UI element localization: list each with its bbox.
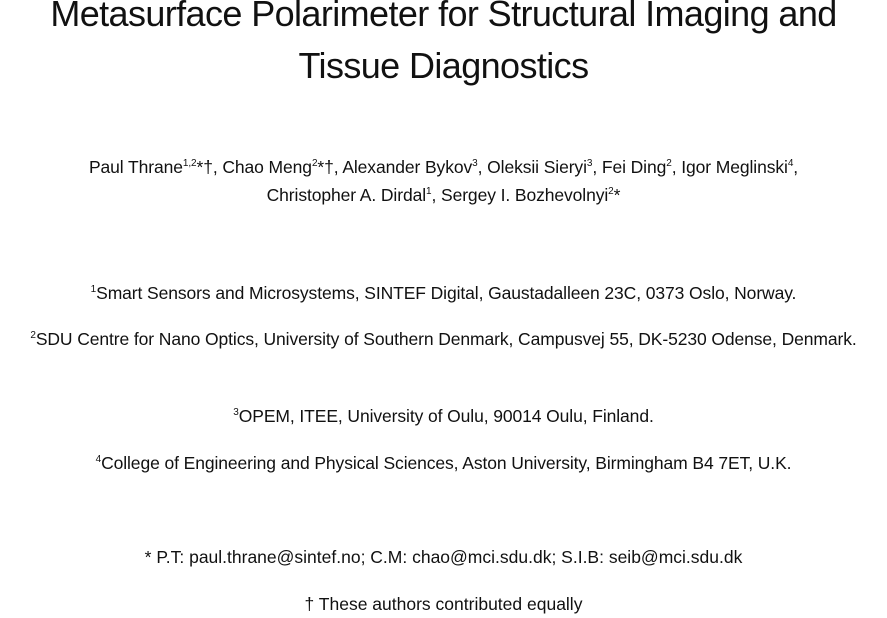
equal-contribution-note: † These authors contributed equally: [304, 594, 583, 614]
author-name: Sergey I. Bozhevolnyi: [441, 185, 609, 205]
affiliation-text: SDU Centre for Nano Optics, University of Southern Denmark, Campusvej 55, DK-5230 Odense, Denmark.: [35, 329, 857, 349]
author-affiliation-index: 1,2: [182, 158, 197, 169]
author-mark: *†: [317, 157, 334, 177]
author-affiliation-index: 1: [426, 186, 432, 197]
author-affiliation-index: 2: [608, 186, 614, 197]
title-line-2: Tissue Diagnostics: [298, 45, 589, 86]
affiliation: [0, 279, 887, 307]
affiliation: [0, 402, 887, 430]
affiliation-index: 2: [30, 330, 36, 341]
author-name: Oleksii Sieryi: [487, 157, 587, 177]
author: Igor Meglinski$^4$,: [681, 157, 799, 177]
author-affiliation-index: 3: [586, 158, 593, 169]
affiliation: [0, 325, 887, 353]
paper-title: [0, 0, 887, 92]
title-line-1: Metasurface Polarimeter for Structural Imaging and: [50, 0, 837, 34]
affiliation: [0, 449, 887, 477]
author-name: Chao Meng: [222, 157, 312, 177]
author-mark: *†: [196, 157, 213, 177]
author-name: Paul Thrane: [88, 157, 183, 177]
affiliation-text: College of Engineering and Physical Sciences, Aston University, Birmingham B4 7ET, U.K.: [101, 453, 792, 473]
author-list: [0, 153, 887, 209]
author: Oleksii Sieryi$^3$,: [487, 157, 602, 177]
author-affiliation-index: 3: [472, 158, 478, 169]
affiliation-index: 1: [90, 284, 97, 295]
author-affiliation-index: 4: [787, 158, 794, 169]
affiliation-text: Smart Sensors and Microsystems, SINTEF Digital, Gaustadalleen 23C, 0373 Oslo, Norway.: [96, 283, 797, 303]
affiliation-text: OPEM, ITEE, University of Oulu, 90014 Oulu, Finland.: [238, 406, 654, 426]
author: Fei Ding$^2$,: [601, 157, 682, 177]
author-name: Christopher A. Dirdal: [266, 185, 426, 205]
author-mark: *: [613, 185, 621, 205]
author: Paul Thrane$^{1,2}$*†,: [88, 157, 223, 177]
author-name: Fei Ding: [601, 157, 667, 177]
author: Christopher A. Dirdal$^1$,: [266, 185, 441, 205]
correspondence-note: * P.T: paul.thrane@sintef.no; C.M: chao@mci.sdu.dk; S.I.B: seib@mci.sdu.dk: [144, 547, 743, 567]
author-name: Igor Meglinski: [681, 157, 788, 177]
author-affiliation-index: 2: [311, 158, 318, 169]
affiliation-index: 3: [233, 407, 239, 418]
affiliation-index: 4: [95, 454, 102, 465]
author-affiliation-index: 2: [666, 158, 672, 169]
author: Alexander Bykov$^3$,: [342, 157, 488, 177]
author-name: Alexander Bykov: [342, 157, 473, 177]
author: [441, 185, 620, 205]
author: Chao Meng$^2$*†,: [222, 157, 343, 177]
